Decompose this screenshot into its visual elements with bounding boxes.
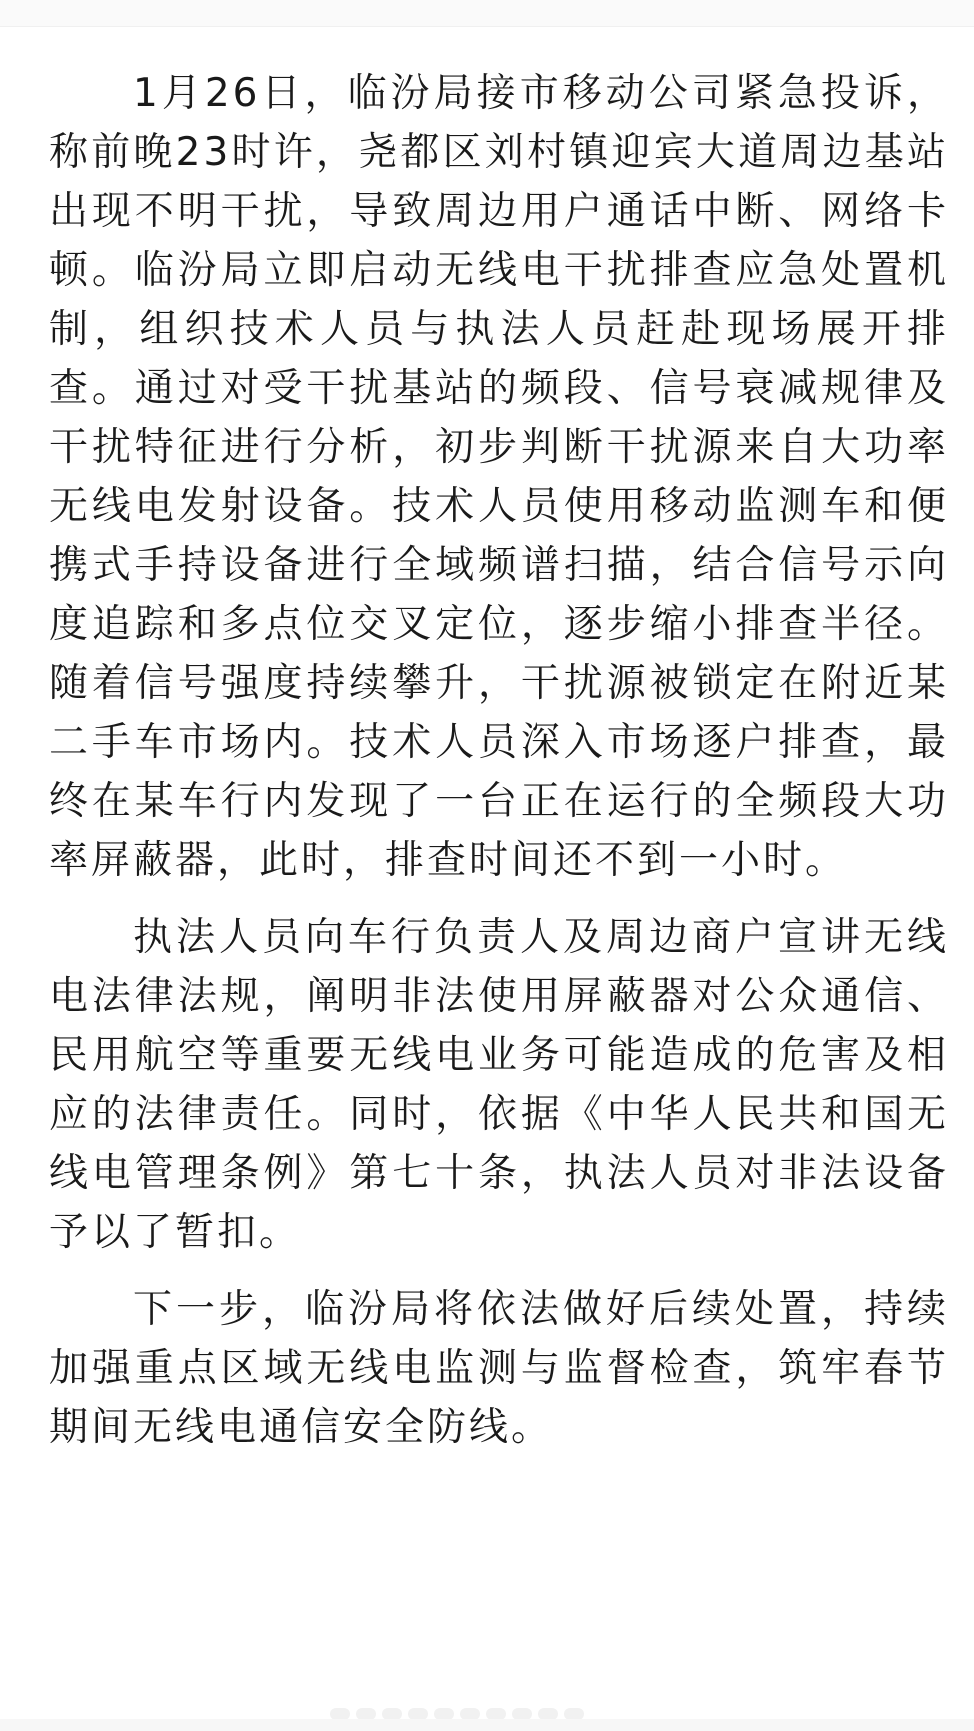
article-body: [49, 64, 949, 1475]
bottom-edge: [0, 1719, 974, 1731]
paragraph-2: 执法人员向车行负责人及周边商户宣讲无线电法律法规，阐明非法使用屏蔽器对公众通信、民用航空等重要无线电业务可能造成的危害及相应的法律责任。同时，依据《中华人民共和国无线电管理条例》第七十条，执法人员对非法设备予以了暂扣。: [49, 915, 949, 1255]
top-edge: [0, 0, 974, 27]
paragraph-1: 1月26日，临汾局接市移动公司紧急投诉，称前晚23时许，尧都区刘村镇迎宾大道周边基站出现不明干扰，导致周边用户通话中断、网络卡顿。临汾局立即启动无线电干扰排查应急处置机制，组织技术人员与执法人员赶赴现场展开排查。通过对受干扰基站的频段、信号衰减规律及干扰特征进行分析，初步判断干扰源来自大功率无线电发射设备。技术人员使用移动监测车和便携式手持设备进行全域频谱扫描，结合信号示向度追踪和多点位交叉定位，逐步缩小排查半径。随着信号强度持续攀升，干扰源被锁定在附近某二手车市场内。技术人员深入市场逐户排查，最终在某车行内发现了一台正在运行的全频段大功率屏蔽器，此时，排查时间还不到一小时。: [49, 71, 949, 883]
paragraph-3: 下一步，临汾局将依法做好后续处置，持续加强重点区域无线电监测与监督检查，筑牢春节期间无线电通信安全防线。: [49, 1287, 949, 1450]
